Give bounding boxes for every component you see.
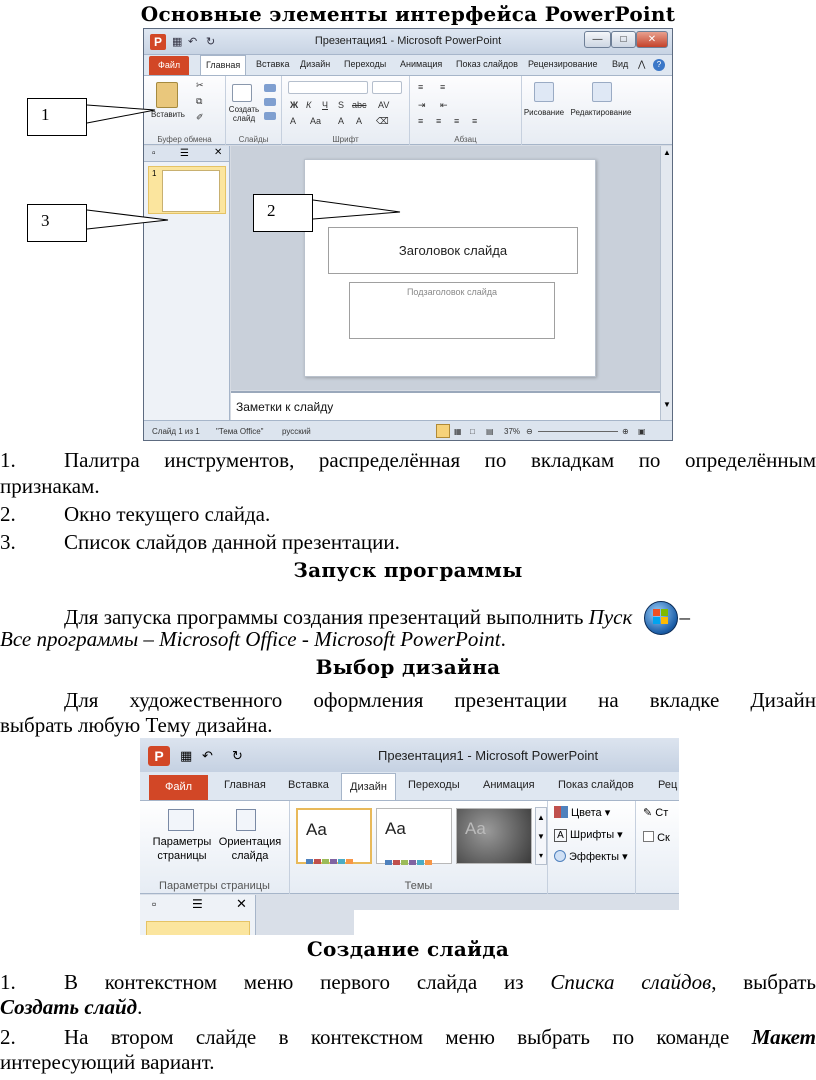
list2-item-2 [0,1025,816,1050]
list-text: На втором слайде в контекстном меню выбрать по команде [64,1025,752,1049]
slides-list-pane [140,895,256,935]
strikethrough-icon[interactable]: abc [352,100,367,110]
group-label: Шрифт [332,135,359,144]
theme-office[interactable] [296,808,372,864]
effects-button[interactable]: Эффекты ▾ [554,850,628,863]
group-label: Параметры страницы [159,880,270,892]
background-styles-button[interactable] [643,806,668,819]
list1-item-2 [0,502,816,527]
slide-counter: Слайд 1 из 1 [152,427,200,436]
page-setup-button[interactable]: Параметры страницы [152,836,212,862]
title-bar [140,738,679,772]
align-left-icon[interactable]: ≡ [418,116,424,126]
list2-item-1 [0,970,816,995]
list-number: 1. [0,970,16,994]
ribbon-tabs [140,772,679,800]
sorter-view-icon[interactable]: ▦ [454,427,462,436]
callout-2-pointer [313,200,400,219]
orientation-icon[interactable] [236,809,256,831]
slideshow-view-icon[interactable]: ▤ [486,427,494,436]
background-styles-icon: ✎ [643,807,653,819]
help-icon[interactable]: ? [653,59,665,71]
group-theme-options [550,801,636,894]
tab-review[interactable]: Рец [658,779,678,791]
group-label: Буфер обмена [157,135,212,144]
list-text: Палитра инструментов, распределённая по вкладкам по определённым [64,448,816,472]
spacing-icon[interactable]: AV [378,100,390,110]
new-slide-button[interactable]: Создать слайд [228,105,260,123]
outdent-icon[interactable]: ⇤ [440,100,448,110]
numbering-icon[interactable]: ≡ [440,82,446,92]
callout-1: 1 [27,98,87,136]
effects-label: Эффекты [569,851,620,863]
heading-launch: Запуск программы [293,558,523,582]
paste-button[interactable]: Вставить [151,110,185,119]
tab-transitions[interactable]: Переходы [408,779,460,791]
list-number: 3. [0,530,16,554]
slide-subtitle-placeholder[interactable]: Подзаголовок слайда [349,282,555,339]
group-label: Абзац [454,135,477,144]
checkbox-icon [643,831,654,842]
tab-home[interactable]: Главная [200,55,246,76]
redo-icon[interactable]: ↻ [232,748,243,763]
window-title: Презентация1 - Microsoft PowerPoint [314,35,502,47]
fit-window-icon[interactable]: ▣ [638,427,646,436]
list-number: 2. [0,502,16,526]
outline-tab-icon[interactable]: ☰ [180,148,189,159]
group-themes [290,801,548,894]
tab-home[interactable]: Главная [224,779,266,791]
notes-pane[interactable]: Заметки к слайду [231,391,660,421]
fonts-icon: A [554,829,567,842]
close-pane-icon[interactable]: ✕ [214,147,223,158]
layout-term: Макет [751,1025,816,1049]
outline-tab-icon[interactable]: ☰ [192,897,203,911]
list-text: , выбрать [711,970,816,994]
colors-button[interactable]: Цвета ▾ [554,806,610,819]
undo-icon[interactable]: ↶ [202,748,213,763]
list1-item-1-cont: признакам. [0,474,100,498]
shrink-font-icon[interactable]: A [356,116,363,126]
design-paragraph-line2: выбрать любую Тему дизайна. [0,713,273,737]
redo-icon[interactable]: ↻ [206,36,216,48]
start-word: Пуск [588,605,633,629]
shadow-icon[interactable]: S [338,100,345,110]
close-pane-icon[interactable]: ✕ [236,896,247,911]
theme-sample: Aa [385,819,406,838]
tab-review[interactable]: Рецензирование [528,59,598,69]
colors-label: Цвета [571,807,602,819]
heading-create-slide: Создание слайда [306,937,510,961]
maximize-button[interactable]: □ [611,31,636,48]
heading-interface: Основные элементы интерфейса PowerPoint [140,2,676,26]
dash: – [679,605,691,629]
background-styles-label: Ст [655,807,669,819]
format-painter-icon[interactable]: ✐ [196,112,204,122]
callout-3-pointer [87,210,168,229]
bold-icon[interactable]: Ж [290,100,299,110]
tab-transitions[interactable]: Переходы [344,59,387,69]
scroll-down-icon[interactable]: ▼ [663,400,671,409]
launch-path: Все программы – Microsoft Office - Microsoft PowerPoint [0,627,501,651]
drawing-button[interactable]: Рисование [523,108,565,117]
theme-swatches [306,851,362,856]
design-paragraph: Для художественного оформления презентации на вкладке Дизайн [64,688,816,712]
powerpoint-app-icon: P [148,746,170,766]
tab-file[interactable]: Файл [149,775,208,800]
copy-icon[interactable]: ⧉ [196,96,203,106]
theme-office-2[interactable] [376,808,452,864]
group-label: Темы [404,880,433,892]
tab-design[interactable]: Дизайн [341,773,396,801]
launch-period: . [500,627,506,651]
callout-3: 3 [27,204,87,242]
list-text: Список слайдов данной презентации. [64,530,400,554]
ribbon-collapse-icon[interactable]: ⋀ [638,59,646,69]
list1-item-3 [0,530,816,555]
tab-file[interactable]: Файл [149,56,189,75]
underline-icon[interactable]: Ч [322,100,328,110]
zoom-out-icon[interactable]: ⊖ [526,427,533,436]
cut-icon[interactable]: ✂ [196,80,204,90]
tab-insert[interactable]: Вставка [288,779,329,791]
colors-icon [554,806,568,818]
grow-font-icon[interactable]: A [338,116,345,126]
theme-dark[interactable] [456,808,532,864]
launch-text: Для запуска программы создания презентаций выполнить [64,605,589,629]
orientation-button[interactable]: Ориентация слайда [218,836,282,862]
undo-icon[interactable]: ↶ [188,36,198,48]
tab-slideshow[interactable]: Показ слайдов [456,59,518,69]
minimize-button[interactable]: — [584,31,611,48]
list2-item-1-cont [0,995,816,1020]
tab-animation[interactable]: Анимация [483,779,535,791]
slides-tab-icon[interactable]: ▫ [152,148,156,159]
current-slide [354,910,679,935]
effects-icon [554,850,566,862]
list-text: . [137,995,143,1019]
list-number: 1. [0,448,16,472]
scroll-up-icon[interactable]: ▲ [663,148,671,157]
design-tab-screenshot [140,738,679,935]
theme-sample: Aa [306,820,327,839]
page-setup-icon[interactable] [168,809,194,831]
justify-icon[interactable]: ≡ [472,116,478,126]
callout-2: 2 [253,194,313,232]
tab-insert[interactable]: Вставка [256,59,290,69]
launch-paragraph-line2 [0,627,816,652]
align-center-icon[interactable]: ≡ [436,116,442,126]
italic-icon[interactable]: К [306,100,312,110]
tab-view[interactable]: Вид [612,59,629,69]
language: русский [282,427,311,436]
clear-format-icon[interactable]: ⌫ [376,116,389,126]
heading-design: Выбор дизайна [315,655,501,679]
hide-background-label: Ск [657,832,670,844]
save-icon[interactable]: ▦ [180,748,193,763]
callout-1-pointer [87,105,155,123]
list1-item-1 [0,448,816,473]
slides-list-term: Списка слайдов [550,970,712,994]
indent-icon[interactable]: ⇥ [418,100,426,110]
zoom-level[interactable]: 37% [504,427,521,436]
list-text: В контекстном меню первого слайда из [64,970,551,994]
reading-view-icon[interactable]: □ [470,427,475,436]
font-color-icon[interactable]: A [290,116,297,126]
theme-name: "Тема Office" [216,427,264,436]
save-icon[interactable]: ▦ [172,36,183,48]
zoom-in-icon[interactable]: ⊕ [622,427,629,436]
close-button[interactable]: ✕ [636,31,668,48]
fonts-button[interactable]: A Шрифты ▾ [554,828,623,842]
tab-animation[interactable]: Анимация [400,59,443,69]
list-text: Окно текущего слайда. [64,502,271,526]
window-title: Презентация1 - Microsoft PowerPoint [378,748,599,763]
ribbon-toolbar [140,800,679,894]
slides-tab-icon[interactable]: ▫ [152,897,157,911]
themes-scroll[interactable]: ▲ ▼ ▾ [535,807,547,865]
editing-button[interactable]: Редактирование [570,108,632,117]
powerpoint-app-icon: P [150,34,166,50]
list2-item-2-cont: интересующий вариант. [0,1050,215,1074]
change-case-icon[interactable]: Aa [310,116,322,126]
group-label: Слайды [238,135,269,144]
slide-title-placeholder[interactable]: Заголовок слайда [328,227,578,274]
slide-number: 1 [152,169,157,178]
hide-background-checkbox[interactable] [643,831,670,844]
callout-pointers [0,0,816,440]
fonts-label: Шрифты [570,829,615,841]
tab-design[interactable]: Дизайн [300,59,331,69]
theme-swatches [385,852,441,857]
group-page-setup [140,801,290,894]
bullets-icon[interactable]: ≡ [418,82,424,92]
slide-thumbnail-selected[interactable] [146,921,250,935]
create-slide-term: Создать слайд [0,995,138,1019]
list-number: 2. [0,1025,16,1049]
theme-sample: Aa [465,819,486,838]
tab-slideshow[interactable]: Показ слайдов [558,779,634,791]
align-right-icon[interactable]: ≡ [454,116,460,126]
